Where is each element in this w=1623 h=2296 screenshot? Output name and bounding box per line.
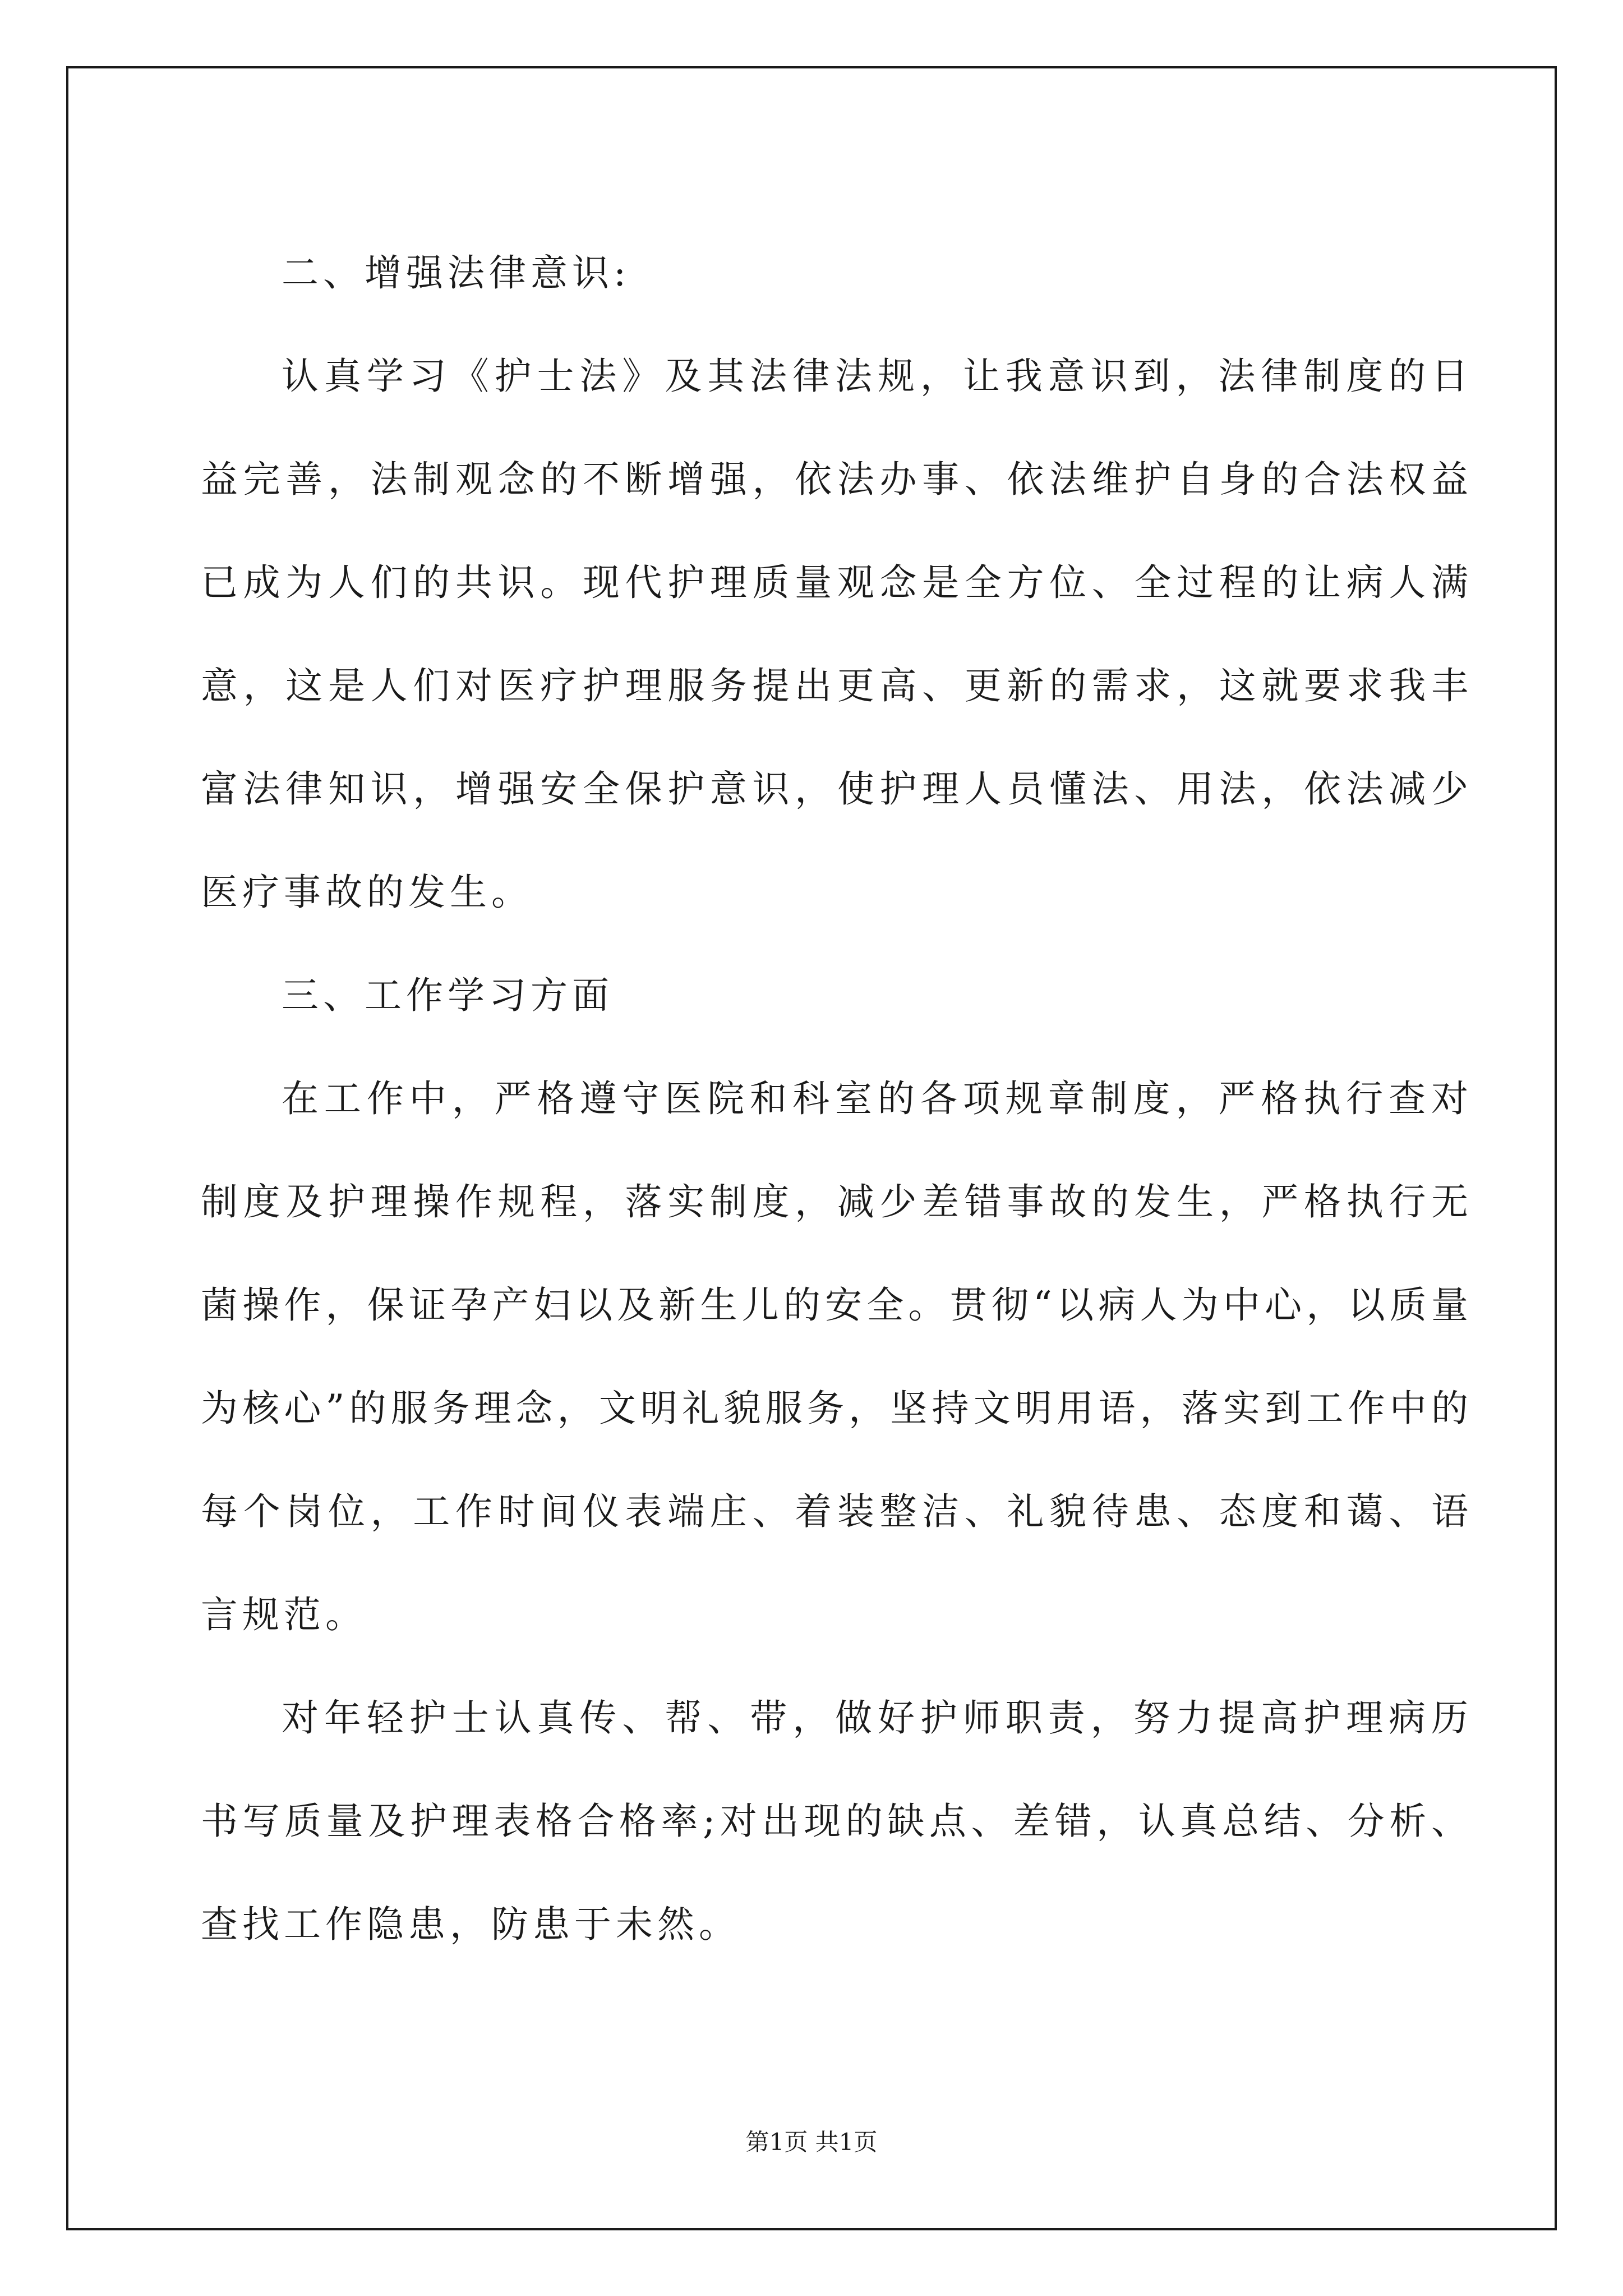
paragraph-legal-awareness: 认真学习《护士法》及其法律法规，让我意识到，法律制度的日益完善，法制观念的不断增强，依法办事、依法维护自身的合法权益已成为人们的共识。现代护理质量观念是全方位、全过程的让病人满意，这是人们对医疗护理服务提出更高、更新的需求，这就要求我丰富法律知识，增强安全保护意识，使护理人员懂法、用法，依法减少医疗事故的发生。	[201, 355, 1473, 914]
page-footer: 第1页 共1页	[745, 2128, 878, 2156]
section-heading-work-study: 三、工作学习方面	[282, 974, 614, 1017]
section-heading-legal: 二、增强法律意识:	[282, 251, 631, 295]
document-body	[201, 222, 1473, 1976]
paragraph-mentoring: 对年轻护士认真传、帮、带，做好护师职责，努力提高护理病历书写质量及护理表格合格率;对出现的缺点、差错，认真总结、分析、查找工作隐患，防患于未然。	[201, 1696, 1473, 1946]
paragraph-work-rules: 在工作中，严格遵守医院和科室的各项规章制度，严格执行查对制度及护理操作规程，落实制度，减少差错事故的发生，严格执行无菌操作，保证孕产妇以及新生儿的安全。贯彻“以病人为中心，以质量为核心”的服务理念，文明礼貌服务，坚持文明用语，落实到工作中的每个岗位，工作时间仪表端庄、着装整洁、礼貌待患、态度和蔼、语言规范。	[201, 1077, 1473, 1636]
